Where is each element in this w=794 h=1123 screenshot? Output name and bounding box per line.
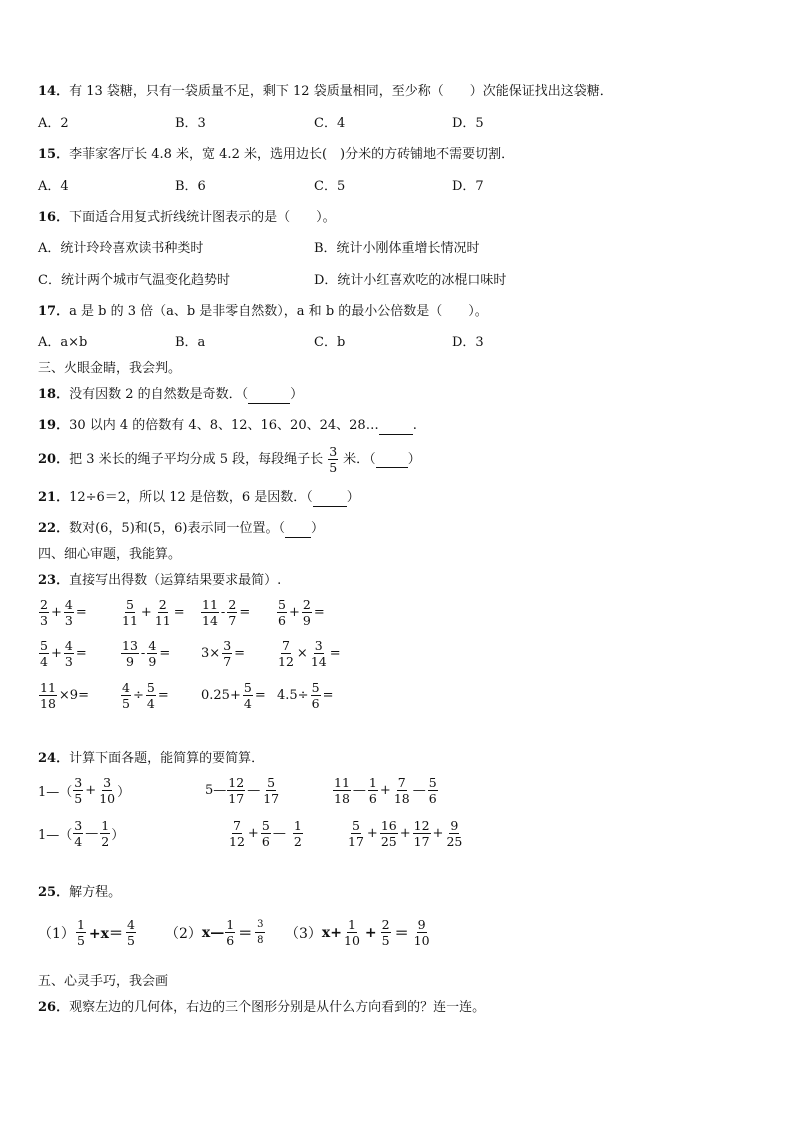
operator: + <box>140 605 152 620</box>
q23-exercise <box>276 681 334 710</box>
question-number: 18． <box>38 387 70 402</box>
question-number: 16． <box>38 210 70 225</box>
question-tail: ） <box>346 490 360 505</box>
fraction: $\frac{5}{17}$ <box>263 775 280 806</box>
question-text: 没有因数 2 的自然数是奇数．（ <box>69 387 249 402</box>
expr-text: 3× <box>201 646 221 661</box>
question-number: 21． <box>38 490 70 505</box>
q15-option-d[interactable]: D．7 <box>452 179 484 194</box>
question-14 <box>38 84 613 100</box>
q23-exercise <box>38 598 88 627</box>
fraction: $\frac{2}{9}$ <box>302 597 311 628</box>
expr-text: 4.5÷ <box>277 688 309 703</box>
equals-sign: = <box>173 605 185 620</box>
equals-sign: = <box>239 605 251 620</box>
question-text: 12÷6＝2，所以 12 是倍数，6 是因数．（ <box>69 490 313 505</box>
fraction: $\frac{5}{4}$ <box>243 680 252 711</box>
fraction: $\frac{2}{3}$ <box>40 597 48 628</box>
q16-option-d[interactable]: D．统计小红喜欢吃的冰棍口味时 <box>314 273 507 288</box>
equation-text: + <box>364 924 377 941</box>
question-number: 15． <box>38 147 70 162</box>
fraction: $\frac{5}{11}$ <box>122 597 138 628</box>
question-text: 观察左边的几何体，右边的三个图形分别是从什么方向看到的？连一连。 <box>69 1000 486 1015</box>
equals-sign: = <box>157 688 169 703</box>
equation-label: （3） <box>285 925 322 942</box>
q23-exercise <box>200 598 251 627</box>
fraction: $\frac{4}{9}$ <box>148 638 157 669</box>
fraction: $\frac{7}{18}$ <box>393 775 410 806</box>
q23-exercise <box>120 639 171 668</box>
q23-exercise <box>200 681 267 710</box>
q25-equation-1 <box>38 918 137 947</box>
fraction: $\frac{1}{5}$ <box>76 917 85 948</box>
q17-option-b[interactable]: B．a <box>175 335 206 350</box>
question-text: 李菲家客厅长 4.8 米，宽 4.2 米，选用边长( )分米的方砖铺地不需要切割． <box>69 147 515 162</box>
question-17 <box>38 304 488 320</box>
q15-option-a[interactable]: A．4 <box>38 179 69 194</box>
equals-sign: = <box>322 688 334 703</box>
fraction: $\frac{5}{4}$ <box>146 680 155 711</box>
fraction: $\frac{12}{17}$ <box>228 775 245 806</box>
equation-text: +x＝ <box>88 925 123 942</box>
section-3-heading: 三、火眼金睛，我会判。 <box>38 361 182 376</box>
question-text-b: 米．（ <box>343 451 376 467</box>
q23-exercise <box>120 598 186 627</box>
fraction: $\frac{5}{6}$ <box>261 818 270 849</box>
equals-sign: = <box>254 688 266 703</box>
fraction: $\frac{1}{2}$ <box>293 818 302 849</box>
operator: + <box>366 826 378 841</box>
question-text: 解方程。 <box>69 885 122 900</box>
q14-option-b[interactable]: B．3 <box>175 116 206 131</box>
operator: - <box>140 646 146 661</box>
operator: × <box>296 646 308 661</box>
question-tail: ） <box>310 521 324 536</box>
q24-expression-3 <box>332 776 439 805</box>
equation-text: x— <box>201 924 225 941</box>
operator: + <box>289 605 300 620</box>
q14-option-c[interactable]: C．4 <box>314 116 346 131</box>
question-number: 25． <box>38 885 70 900</box>
fraction: $\frac{5}{6}$ <box>428 775 437 806</box>
q24-expression-2 <box>205 776 281 805</box>
fraction: $\frac{7}{12}$ <box>278 638 294 669</box>
question-tail: . <box>412 418 417 433</box>
question-16 <box>38 210 336 226</box>
operator: + <box>51 646 62 661</box>
q23-exercise <box>38 639 88 668</box>
section-4-heading: 四、细心审题，我能算。 <box>38 547 182 562</box>
fraction: $\frac{16}{25}$ <box>380 818 397 849</box>
question-22 <box>38 521 324 538</box>
fraction: $\frac{3}{5}$ <box>74 775 83 806</box>
expr-text: ） <box>117 785 131 800</box>
fraction: $\frac{9}{10}$ <box>413 917 430 948</box>
q23-exercise <box>120 681 170 710</box>
fraction: $\frac{1}{2}$ <box>101 818 110 849</box>
fraction: $\frac{12}{17}$ <box>413 818 430 849</box>
question-18 <box>38 387 303 404</box>
operator: - <box>220 605 226 620</box>
question-number: 20． <box>38 451 70 467</box>
equation-label: （2） <box>165 925 202 942</box>
question-tail: ） <box>407 451 421 467</box>
q16-option-a[interactable]: A．统计玲玲喜欢读书种类时 <box>38 241 204 256</box>
equals-sign: = <box>234 646 246 661</box>
fraction: $\frac{3}{5}$ <box>329 444 338 475</box>
question-tail: ） <box>290 387 304 402</box>
question-number: 19． <box>38 418 70 433</box>
question-number: 17． <box>38 304 70 319</box>
q25-equation-3 <box>285 918 432 947</box>
fraction: $\frac{4}{5}$ <box>127 917 135 948</box>
fraction: $\frac{13}{9}$ <box>122 638 138 669</box>
q16-option-c[interactable]: C．统计两个城市气温变化趋势时 <box>38 273 230 288</box>
question-21 <box>38 490 360 507</box>
equation-label: （1） <box>38 925 75 942</box>
question-text: 下面适合用复式折线统计图表示的是（ ）。 <box>69 210 336 225</box>
question-text: a 是 b 的 3 倍（a、b 是非零自然数），a 和 b 的最小公倍数是（ ）。 <box>69 304 488 319</box>
q15-option-b[interactable]: B．6 <box>175 179 206 194</box>
expr-text: 1—（ <box>38 828 73 843</box>
q24-expression-6 <box>346 819 464 848</box>
q23-exercise <box>276 639 342 668</box>
operator: + <box>399 826 411 841</box>
equation-text: x+ <box>321 924 342 941</box>
fraction: $\frac{3}{14}$ <box>310 638 327 669</box>
question-number: 24． <box>38 751 70 766</box>
section-5-heading: 五、心灵手巧，我会画 <box>38 974 169 989</box>
question-number: 23． <box>38 573 70 588</box>
operator: + <box>379 783 391 798</box>
fraction: $\frac{1}{6}$ <box>226 917 235 948</box>
operator: — <box>272 826 286 841</box>
expr-text: ） <box>111 828 125 843</box>
fraction: $\frac{1}{10}$ <box>344 917 360 948</box>
fraction: $\frac{2}{7}$ <box>228 597 237 628</box>
equals-sign: = <box>75 605 87 620</box>
answer-blank[interactable] <box>285 521 311 538</box>
fraction: $\frac{3}{8}$ <box>257 919 264 946</box>
question-text: 30 以内 4 的倍数有 4、8、12、16、20、24、28… <box>69 418 379 433</box>
equals-sign: = <box>75 646 87 661</box>
fraction: $\frac{4}{5}$ <box>122 680 130 711</box>
operator: + <box>85 783 97 798</box>
equation-text: ＝ <box>238 925 253 942</box>
q23-exercise <box>38 681 90 710</box>
expr-text: 1—（ <box>38 785 73 800</box>
fraction: $\frac{7}{12}$ <box>229 818 245 849</box>
question-26 <box>38 1000 485 1016</box>
question-text: 直接写出得数（运算结果要求最简）. <box>69 573 282 588</box>
equals-sign: = <box>329 646 341 661</box>
q23-exercise <box>200 639 246 668</box>
operator: ÷ <box>133 688 144 703</box>
answer-blank[interactable] <box>248 387 290 404</box>
equation-text: ＝ <box>394 925 409 942</box>
q24-expression-5 <box>227 819 304 848</box>
expr-text: 0.25+ <box>201 688 241 703</box>
operator: — <box>85 826 99 841</box>
question-19 <box>38 418 417 435</box>
q15-option-c[interactable]: C．5 <box>314 179 346 194</box>
question-15 <box>38 147 514 163</box>
equals-sign: = <box>159 646 171 661</box>
question-number: 14． <box>38 84 70 99</box>
question-number: 22． <box>38 521 70 536</box>
q23-exercise <box>276 598 326 627</box>
fraction: $\frac{5}{17}$ <box>348 818 364 849</box>
fraction: $\frac{1}{6}$ <box>368 775 377 806</box>
fraction: $\frac{2}{5}$ <box>381 917 390 948</box>
fraction: $\frac{5}{6}$ <box>311 680 320 711</box>
question-23 <box>38 573 281 589</box>
q16-option-b[interactable]: B．统计小刚体重增长情况时 <box>314 241 480 256</box>
question-number: 26． <box>38 1000 70 1015</box>
operator: — <box>412 783 426 798</box>
fraction: $\frac{11}{18}$ <box>334 775 350 806</box>
fraction: $\frac{11}{14}$ <box>202 597 218 628</box>
fraction: $\frac{11}{18}$ <box>40 680 56 711</box>
fraction: $\frac{3}{10}$ <box>99 775 116 806</box>
question-text: 数对(6，5)和(5，6)表示同一位置。（ <box>69 521 285 536</box>
question-25 <box>38 885 121 901</box>
question-text: 把 3 米长的绳子平均分成 5 段，每段绳子长 <box>69 451 324 467</box>
operator: — <box>247 783 261 798</box>
q17-option-a[interactable]: A．a×b <box>38 335 88 350</box>
fraction: $\frac{3}{4}$ <box>74 818 83 849</box>
q25-equation-2 <box>165 918 266 947</box>
question-24 <box>38 751 264 767</box>
q17-option-c[interactable]: C．b <box>314 335 346 350</box>
expr-text: 5— <box>205 783 227 798</box>
q17-option-d[interactable]: D．3 <box>452 335 484 350</box>
fraction: $\frac{4}{3}$ <box>64 597 73 628</box>
q24-expression-1 <box>38 776 130 805</box>
q24-expression-4 <box>38 819 124 848</box>
operator: + <box>432 826 444 841</box>
question-text: 有 13 袋糖，只有一袋质量不足，剩下 12 袋质量相同，至少称（ ）次能保证找出这袋糖． <box>69 84 613 99</box>
q14-option-a[interactable]: A．2 <box>38 116 69 131</box>
fraction: $\frac{5}{4}$ <box>40 638 48 669</box>
question-20 <box>38 445 421 474</box>
q14-option-d[interactable]: D．5 <box>452 116 484 131</box>
fraction: $\frac{3}{7}$ <box>223 638 232 669</box>
operator: + <box>247 826 259 841</box>
question-text: 计算下面各题，能简算的要简算． <box>69 751 265 766</box>
operator: — <box>352 783 366 798</box>
fraction: $\frac{4}{3}$ <box>64 638 73 669</box>
answer-blank[interactable] <box>379 418 413 435</box>
expr-text: ×9= <box>58 688 89 703</box>
fraction: $\frac{9}{25}$ <box>446 818 463 849</box>
fraction: $\frac{2}{11}$ <box>154 597 171 628</box>
fraction: $\frac{5}{6}$ <box>278 597 286 628</box>
answer-blank[interactable] <box>313 490 347 507</box>
operator: + <box>51 605 62 620</box>
answer-blank[interactable] <box>376 451 408 468</box>
equals-sign: = <box>313 605 325 620</box>
